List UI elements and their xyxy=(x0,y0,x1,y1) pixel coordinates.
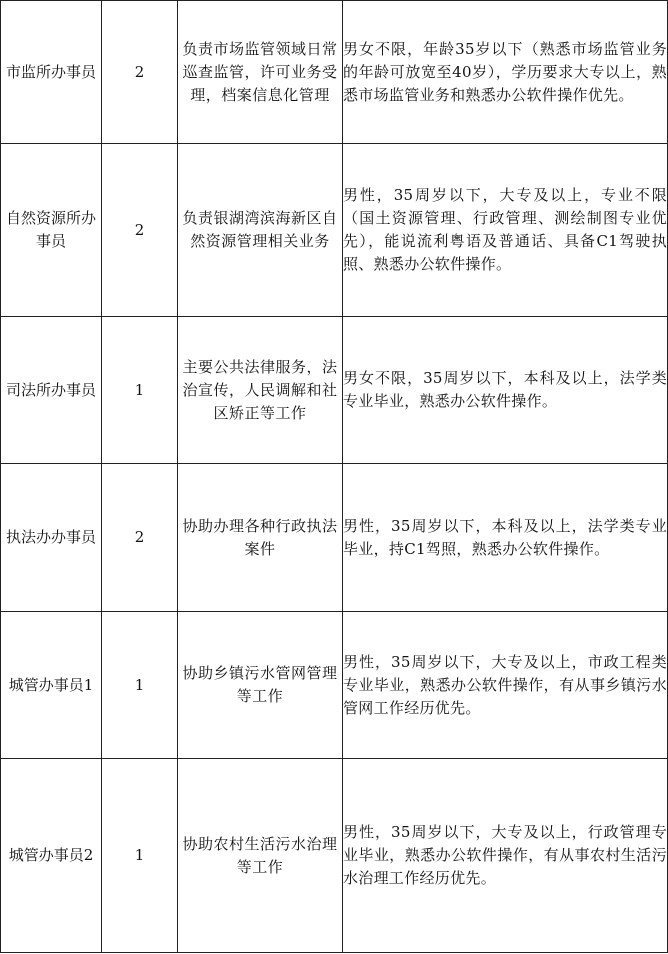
duty-cell: 主要公共法律服务，法治宣传，人民调解和社区矫正等工作 xyxy=(178,317,343,464)
headcount-cell: 1 xyxy=(102,317,178,464)
duty-cell: 协助农村生活污水治理等工作 xyxy=(178,759,343,953)
table-row xyxy=(1,317,668,464)
headcount-cell: 2 xyxy=(102,464,178,612)
headcount-cell: 2 xyxy=(102,144,178,317)
table-row xyxy=(1,144,668,317)
headcount-cell: 2 xyxy=(102,1,178,144)
duty-cell: 协助办理各种行政执法案件 xyxy=(178,464,343,612)
requirements-cell: 男性，35周岁以下，大专及以上，专业不限（国土资源管理、行政管理、测绘制图专业优先），能说流利粤语及普通话、具备C1驾驶执照、熟悉办公软件操作。 xyxy=(343,144,668,317)
requirements-cell: 男性，35周岁以下，大专及以上，行政管理专业毕业，熟悉办公软件操作，有从事农村生活污水治理工作经历优先。 xyxy=(343,759,668,953)
requirements-cell: 男性，35周岁以下，本科及以上，法学类专业毕业，持C1驾照，熟悉办公软件操作。 xyxy=(343,464,668,612)
position-cell: 执法办办事员 xyxy=(1,464,102,612)
requirements-cell: 男性，35周岁以下，大专及以上，市政工程类专业毕业，熟悉办公软件操作，有从事乡镇污水管网工作经历优先。 xyxy=(343,612,668,759)
requirements-cell: 男女不限，年龄35岁以下（熟悉市场监管业务的年龄可放宽至40岁），学历要求大专以上，熟悉市场监管业务和熟悉办公软件操作优先。 xyxy=(343,1,668,144)
position-cell: 市监所办事员 xyxy=(1,1,102,144)
position-cell: 城管办事员2 xyxy=(1,759,102,953)
position-cell: 司法所办事员 xyxy=(1,317,102,464)
headcount-cell: 1 xyxy=(102,759,178,953)
table-row xyxy=(1,612,668,759)
duty-cell: 协助乡镇污水管网管理等工作 xyxy=(178,612,343,759)
table-row xyxy=(1,464,668,612)
table-row xyxy=(1,759,668,953)
position-cell: 自然资源所办事员 xyxy=(1,144,102,317)
requirements-cell: 男女不限，35周岁以下，本科及以上，法学类专业毕业，熟悉办公软件操作。 xyxy=(343,317,668,464)
duty-cell: 负责银湖湾滨海新区自然资源管理相关业务 xyxy=(178,144,343,317)
headcount-cell: 1 xyxy=(102,612,178,759)
duty-cell: 负责市场监管领域日常巡查监管，许可业务受理，档案信息化管理 xyxy=(178,1,343,144)
table-row xyxy=(1,1,668,144)
position-cell: 城管办事员1 xyxy=(1,612,102,759)
